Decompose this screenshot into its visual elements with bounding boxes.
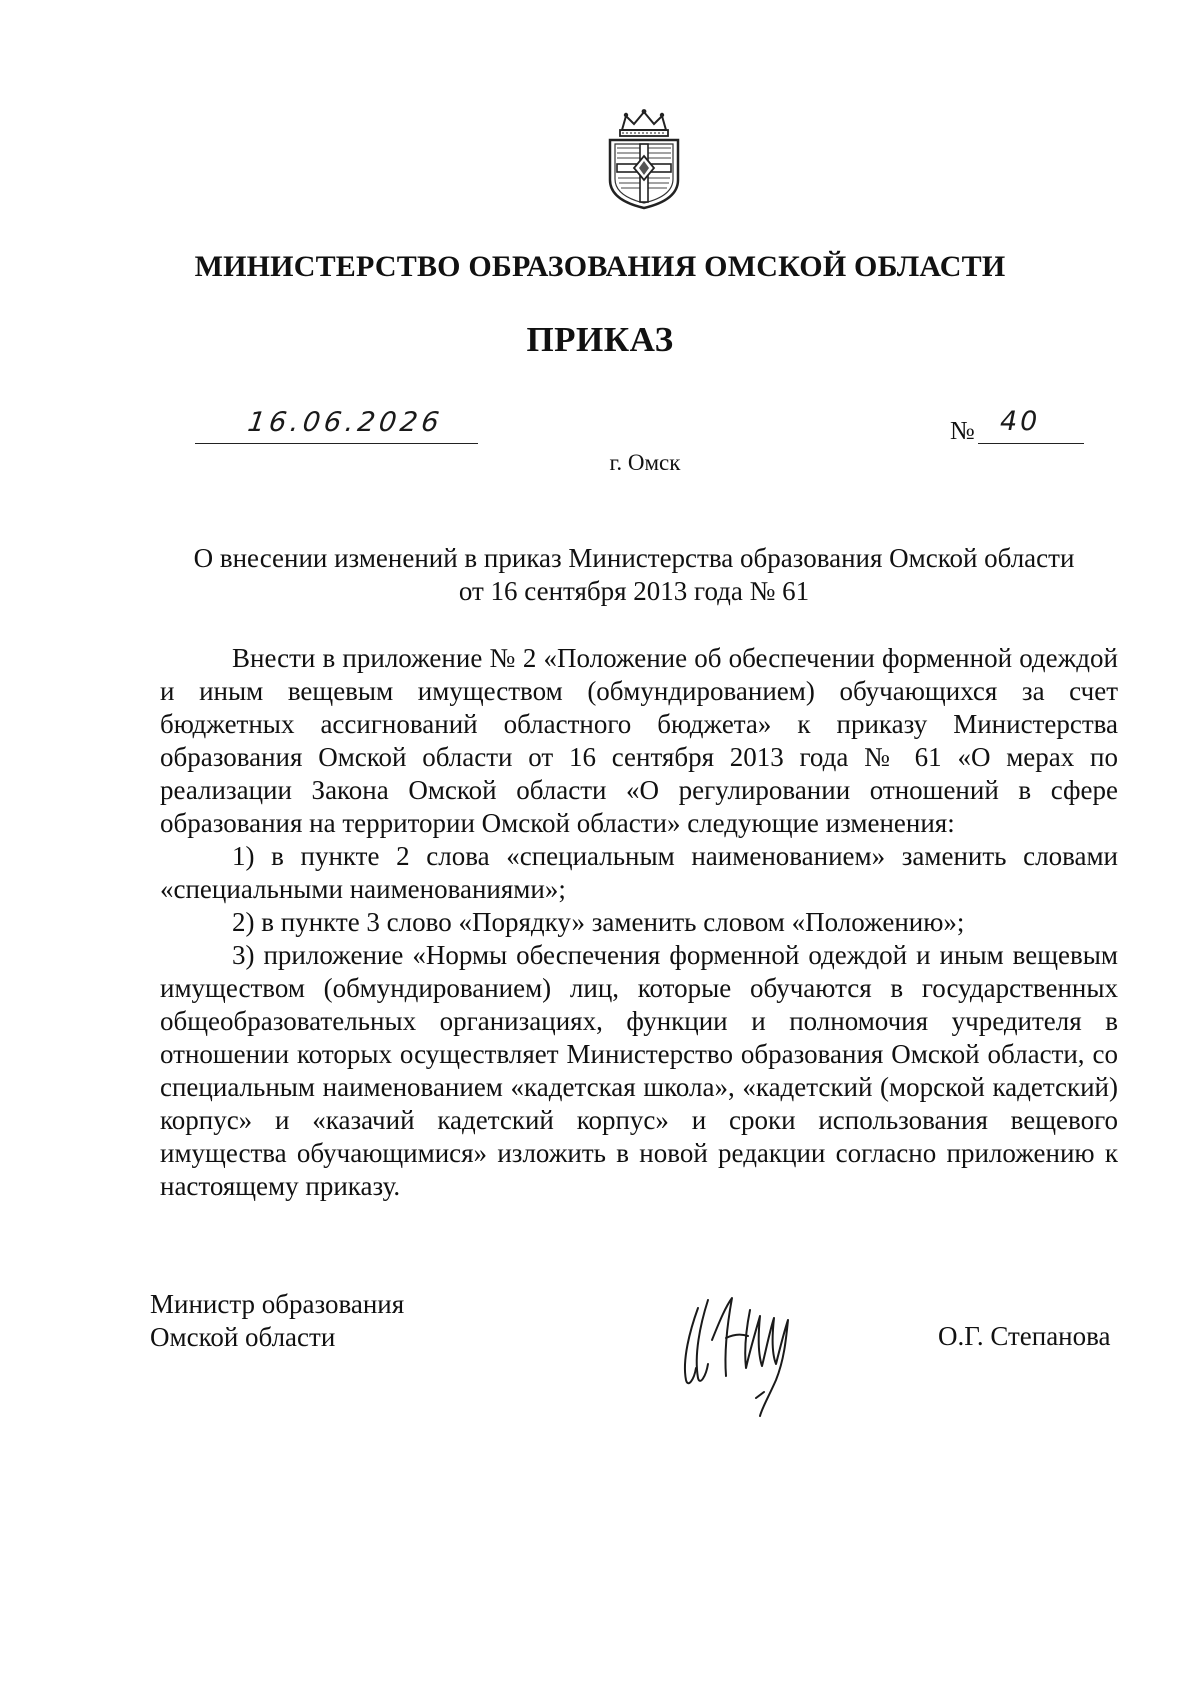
order-number: 40 <box>1000 406 1041 437</box>
body-item: 3) приложение «Нормы обеспечения форменной одеждой и иным вещевым имуществом (обмундированием) лиц, которые обучаются в государственных общеобразовательных организациях, функции и полномочия учредителя в отношении которых осуществляет Министерство образования Омской области, со специальным наименованием «кадетская школа», «кадетский (морской кадетский) корпус» и «казачий кадетский корпус» и сроки использования вещевого имущества обучающимися» изложить в новой редакции согласно приложению к настоящему приказу. <box>160 940 1118 1201</box>
order-date: 16.06.2026 <box>245 407 445 438</box>
ministry-title: МИНИСТЕРСТВО ОБРАЗОВАНИЯ ОМСКОЙ ОБЛАСТИ <box>194 250 1006 283</box>
subject-line: О внесении изменений в приказ Министерства образования Омской области <box>193 543 1075 573</box>
city-label: г. Омск <box>609 450 681 475</box>
coat-of-arms-emblem <box>600 108 688 212</box>
signer-title-line: Министр образования <box>150 1289 405 1319</box>
order-subject <box>150 542 1118 608</box>
date-underline <box>195 443 478 444</box>
document-type-heading: ПРИКАЗ <box>526 320 674 359</box>
body-item: 2) в пункте 3 слово «Порядку» заменить словом «Положению»; <box>232 907 965 937</box>
number-underline <box>978 443 1084 444</box>
subject-line: от 16 сентября 2013 года № 61 <box>458 576 810 606</box>
signer-name: О.Г. Степанова <box>938 1321 1111 1351</box>
signer-title-line: Омской области <box>150 1322 336 1352</box>
body-item: 1) в пункте 2 слова «специальным наименованием» заменить словами «специальными наименованиями»; <box>160 841 1118 904</box>
signer-position <box>150 1288 404 1354</box>
order-body <box>160 642 1118 1203</box>
body-intro-paragraph: Внести в приложение № 2 «Положение об обеспечении форменной одеждой и иным вещевым имуществом (обмундированием) обучающихся за счет бюджетных ассигнований областного бюджета» к приказу Министерства образования Омской области от 16 сентября 2013 года № 61 «О мерах по реализации Закона Омской области «О регулировании отношений в сфере образования на территории Омской области» следующие изменения: <box>160 643 1118 838</box>
order-number-label: № <box>950 416 975 445</box>
handwritten-signature <box>668 1280 828 1430</box>
